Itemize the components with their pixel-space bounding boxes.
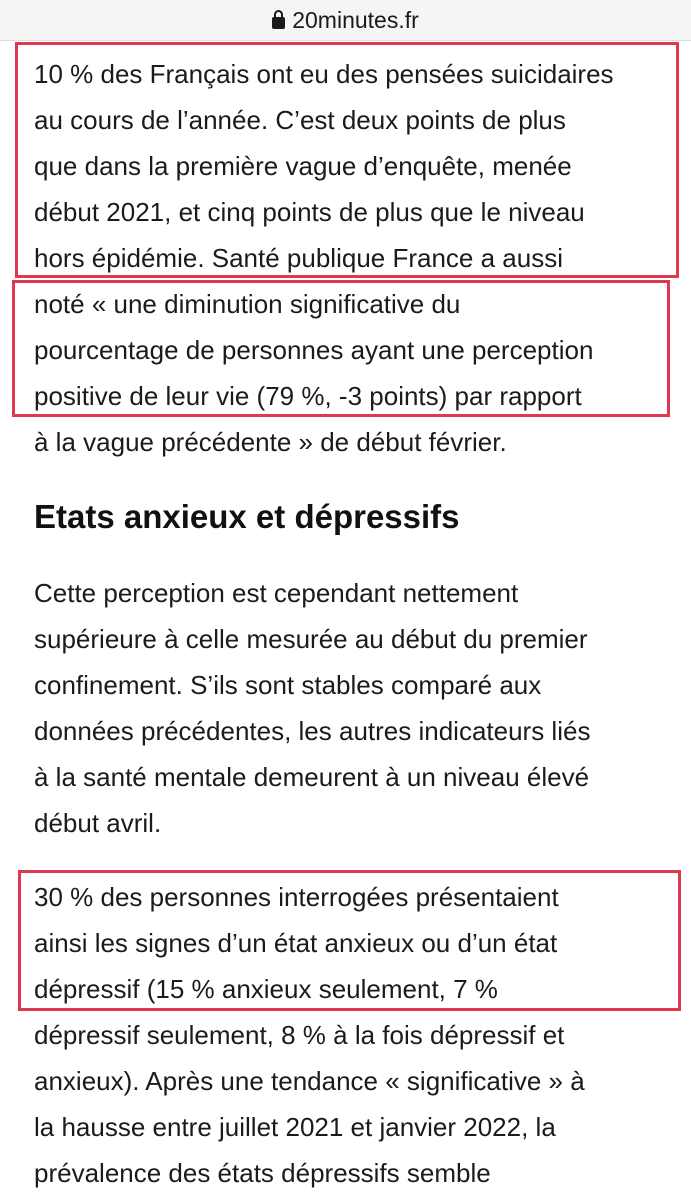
paragraph-2-line: à la santé mentale demeurent à un niveau élevé: [34, 762, 590, 792]
url-display[interactable]: [0, 7, 691, 33]
paragraph-1-line: pourcentage de personnes ayant une perception: [34, 335, 594, 365]
browser-address-bar[interactable]: [0, 0, 691, 41]
paragraph-1-line: 10 % des Français ont eu des pensées suicidaires: [34, 59, 614, 89]
paragraph-3-line: anxieux). Après une tendance « significative » à: [34, 1066, 585, 1096]
paragraph-3-line: dépressif (15 % anxieux seulement, 7 %: [34, 974, 498, 1004]
highlight-box-suicidal-thoughts: [15, 42, 679, 278]
paragraph-2-line: confinement. S’ils sont stables comparé aux: [34, 670, 542, 700]
highlight-box-life-perception: [12, 280, 670, 417]
paragraph-3-line: 30 % des personnes interrogées présentaient: [34, 882, 559, 912]
lock-icon: [272, 17, 285, 29]
paragraph-2-line: supérieure à celle mesurée au début du premier: [34, 624, 588, 654]
paragraph-1-line: positive de leur vie (79 %, -3 points) par rapport: [34, 381, 582, 411]
paragraph-1-line: que dans la première vague d’enquête, menée: [34, 151, 572, 181]
paragraph-1-line: noté « une diminution significative du: [34, 289, 461, 319]
paragraph-3-line: prévalence des états dépressifs semble: [34, 1158, 491, 1188]
paragraph-1-line: hors épidémie. Santé publique France a aussi: [34, 243, 563, 273]
paragraph-1-line: à la vague précédente » de début février.: [34, 427, 507, 457]
paragraph-2-line: Cette perception est cependant nettement: [34, 578, 519, 608]
paragraph-2-line: début avril.: [34, 808, 162, 838]
domain-label: 20minutes.fr: [292, 7, 419, 33]
paragraph-1-line: au cours de l’année. C’est deux points de plus: [34, 105, 566, 135]
paragraph-3-line: la hausse entre juillet 2021 et janvier 2022, la: [34, 1112, 556, 1142]
paragraph-3-line: ainsi les signes d’un état anxieux ou d’un état: [34, 928, 558, 958]
section-heading: Etats anxieux et dépressifs: [34, 498, 460, 535]
paragraph-1-line: début 2021, et cinq points de plus que le niveau: [34, 197, 585, 227]
paragraph-2-line: données précédentes, les autres indicateurs liés: [34, 716, 591, 746]
highlight-box-anxiety-depression: [18, 870, 681, 1011]
paragraph-3-line: dépressif seulement, 8 % à la fois dépressif et: [34, 1020, 565, 1050]
